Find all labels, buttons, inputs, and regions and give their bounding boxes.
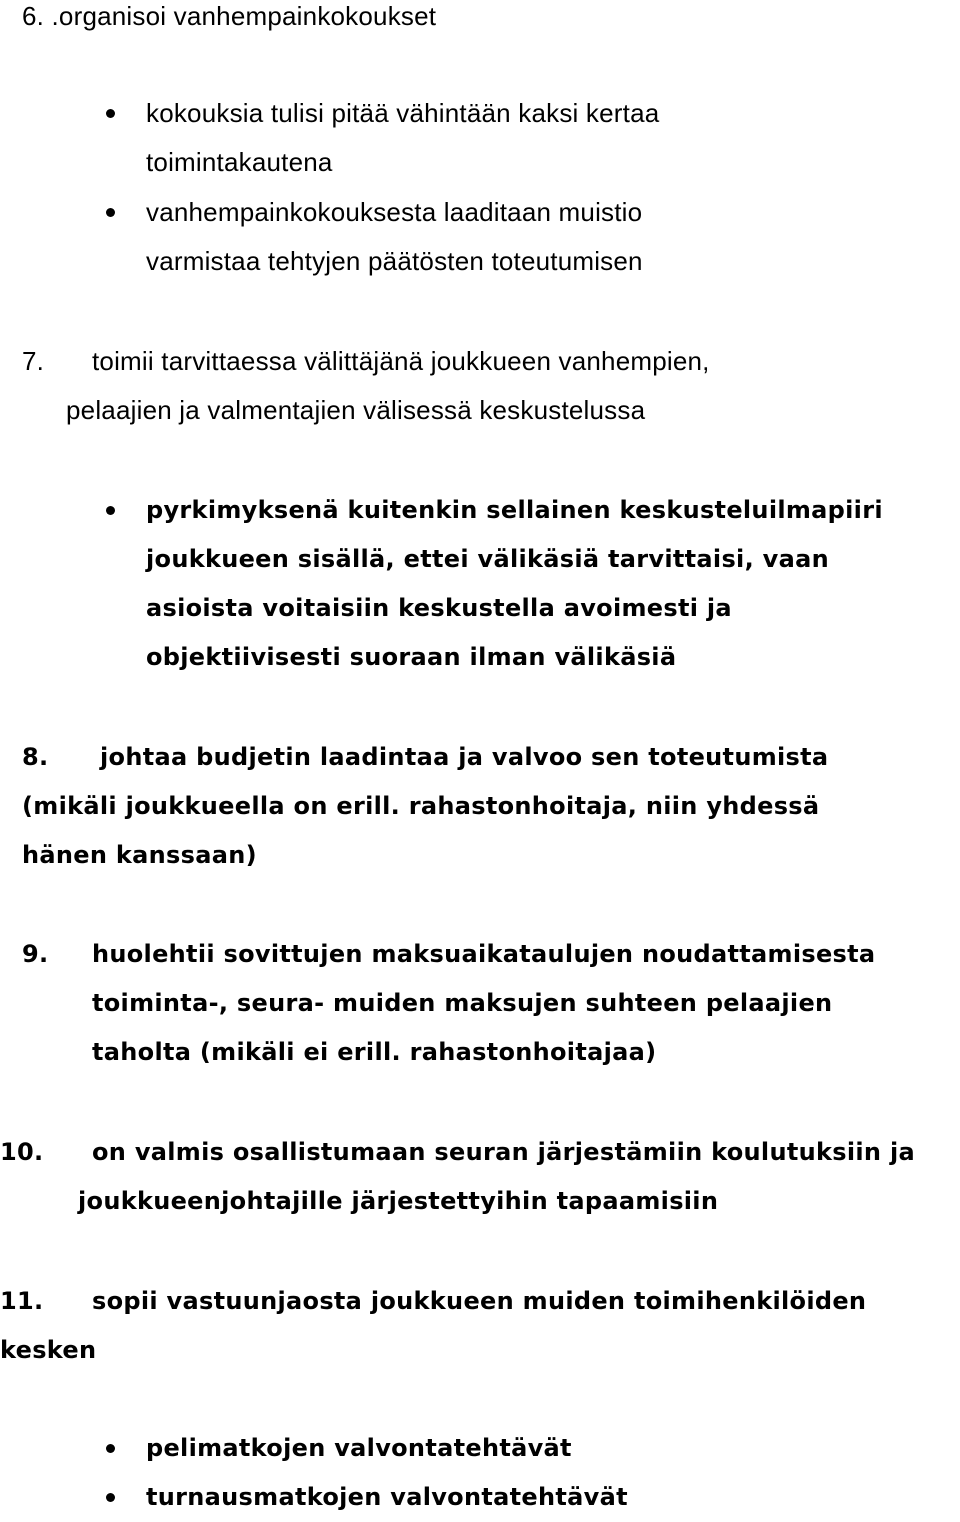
item-10-line-2: joukkueenjohtajille järjestettyihin tapaamisiin	[78, 1187, 719, 1215]
item-11-bullet-2: turnausmatkojen valvontatehtävät	[146, 1483, 628, 1511]
item-7-bullet-line-3: asioista voitaisiin keskustella avoimesti ja	[146, 594, 732, 622]
item-10-line-1: on valmis osallistumaan seuran järjestämiin koulutuksiin ja	[92, 1138, 915, 1166]
item-7-bullet-line-4: objektiivisesti suoraan ilman välikäsiä	[146, 643, 677, 671]
bullet-icon	[106, 1493, 115, 1502]
item-9-number: 9.	[22, 940, 49, 968]
item-7-bullet-line-2: joukkueen sisällä, ettei välikäsiä tarvittaisi, vaan	[146, 545, 829, 573]
bullet-icon	[106, 109, 115, 118]
item-6-bullet-1-line-1: kokouksia tulisi pitää vähintään kaksi kertaa	[146, 98, 660, 128]
item-7-number: 7.	[22, 346, 45, 376]
item-10-number: 10.	[0, 1138, 44, 1166]
item-11-line-2: kesken	[0, 1336, 97, 1364]
item-8-line-2: (mikäli joukkueella on erill. rahastonhoitaja, niin yhdessä	[22, 792, 820, 820]
item-11-line-1: sopii vastuunjaosta joukkueen muiden toimihenkilöiden	[92, 1287, 867, 1315]
item-6-bullet-2-line-2: varmistaa tehtyjen päätösten toteutumisen	[146, 246, 643, 276]
bullet-icon	[106, 1444, 115, 1453]
item-7-line-1: toimii tarvittaessa välittäjänä joukkueen vanhempien,	[92, 346, 710, 376]
bullet-icon	[106, 208, 115, 217]
item-6-bullet-2-line-1: vanhempainkokouksesta laaditaan muistio	[146, 197, 643, 227]
item-6-heading: 6. .organisoi vanhempainkokoukset	[22, 1, 437, 31]
item-7-line-2: pelaajien ja valmentajien välisessä keskustelussa	[66, 395, 646, 425]
item-11-number: 11.	[0, 1287, 44, 1315]
bullet-icon	[106, 506, 115, 515]
item-9-line-3: taholta (mikäli ei erill. rahastonhoitajaa)	[92, 1038, 657, 1066]
item-7-bullet-line-1: pyrkimyksenä kuitenkin sellainen keskusteluilmapiiri	[146, 496, 883, 524]
item-6-bullet-1-line-2: toimintakautena	[146, 147, 333, 177]
item-9-line-1: huolehtii sovittujen maksuaikataulujen noudattamisesta	[92, 940, 876, 968]
item-11-bullet-1: pelimatkojen valvontatehtävät	[146, 1434, 572, 1462]
item-8-line-1: johtaa budjetin laadintaa ja valvoo sen toteutumista	[100, 743, 829, 771]
item-9-line-2: toiminta-, seura- muiden maksujen suhteen pelaajien	[92, 989, 833, 1017]
item-8-number: 8.	[22, 743, 49, 771]
item-8-line-3: hänen kanssaan)	[22, 841, 257, 869]
